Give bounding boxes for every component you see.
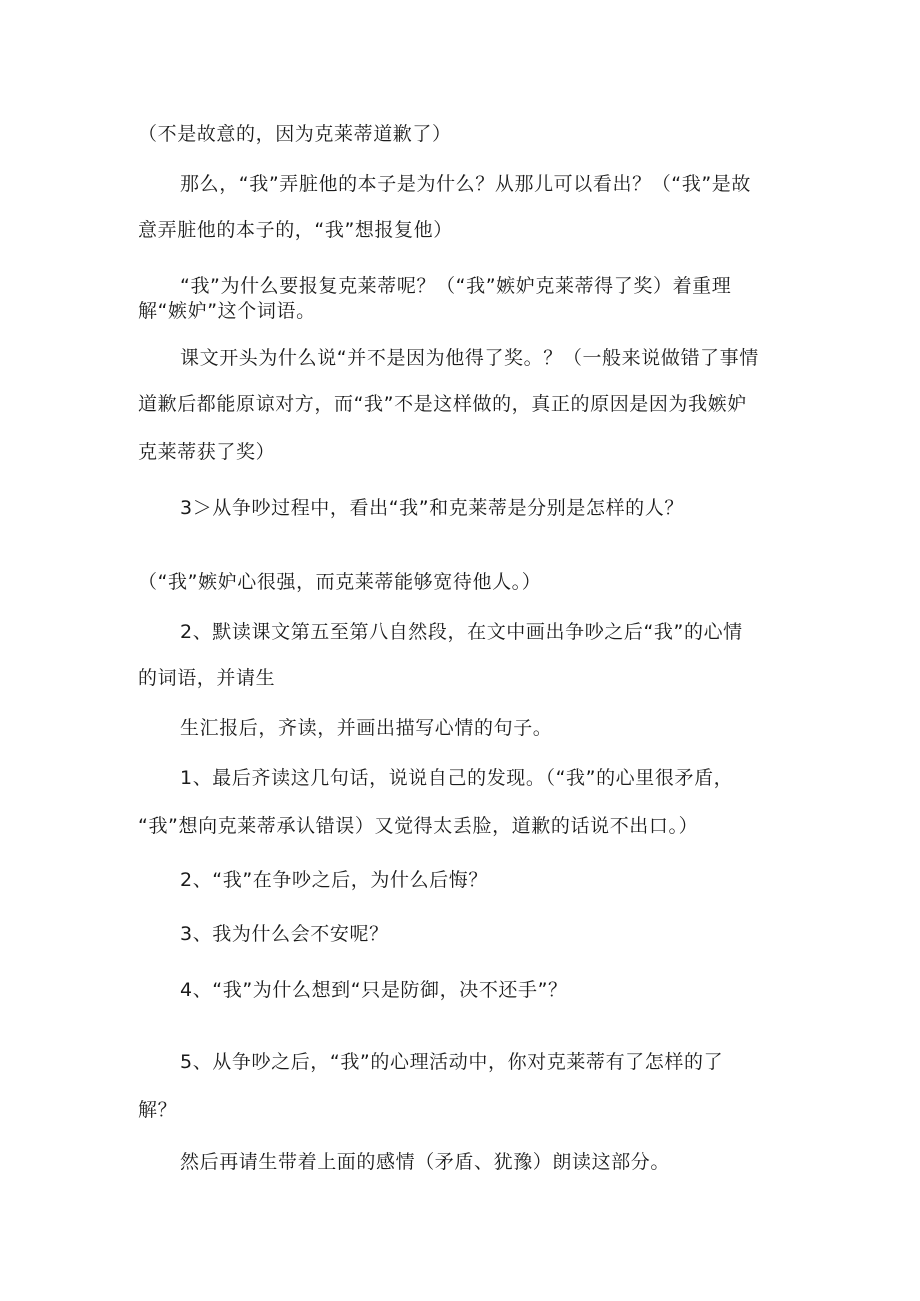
text-line-8: 克莱蒂获了奖） [138, 441, 276, 463]
text-line-21: 然后再请生带着上面的感情（矛盾、犹豫）朗读这部分。 [180, 1151, 671, 1173]
text-line-14: 1、最后齐读这几句话，说说自己的发现。（“我”的心里很矛盾， [180, 767, 734, 789]
text-line-5: 解“嫉妒”这个词语。 [138, 300, 316, 322]
text-line-20: 解？ [138, 1099, 178, 1121]
text-line-18: 4、“我”为什么想到“只是防御，决不还手”？ [180, 979, 568, 1001]
text-line-7: 道歉后都能原谅对方，而“我”不是这样做的，真正的原因是因为我嫉妒 [138, 393, 747, 415]
text-line-11: 2、默读课文第五至第八自然段，在文中画出争吵之后“我”的心情 [180, 621, 743, 643]
text-line-1: （不是故意的，因为克莱蒂道歉了） [138, 123, 452, 145]
text-line-2: 那么，“我”弄脏他的本子是为什么？从那儿可以看出？（“我”是故 [180, 173, 751, 195]
text-line-6: 课文开头为什么说“并不是因为他得了奖。？（一般来说做错了事情 [180, 347, 759, 369]
text-line-10: （“我”嫉妒心很强，而克莱蒂能够宽待他人。） [138, 571, 542, 593]
text-line-12: 的词语，并请生 [138, 667, 276, 689]
text-line-17: 3、我为什么会不安呢？ [180, 923, 389, 945]
text-line-9: 3＞从争吵过程中，看出“我”和克莱蒂是分别是怎样的人？ [180, 497, 684, 519]
text-line-15: “我”想向克莱蒂承认错误）又觉得太丢脸，道歉的话说不出口。） [138, 815, 699, 837]
text-line-19: 5、从争吵之后，“我”的心理活动中，你对克莱蒂有了怎样的了 [180, 1051, 724, 1073]
text-line-13: 生汇报后，齐读，并画出描写心情的句子。 [180, 717, 553, 739]
text-line-4: “我”为什么要报复克莱蒂呢？（“我”嫉妒克莱蒂得了奖）着重理 [180, 275, 732, 297]
text-line-3: 意弄脏他的本子的，“我”想报复他） [138, 219, 453, 241]
text-line-16: 2、“我”在争吵之后，为什么后悔？ [180, 869, 488, 891]
